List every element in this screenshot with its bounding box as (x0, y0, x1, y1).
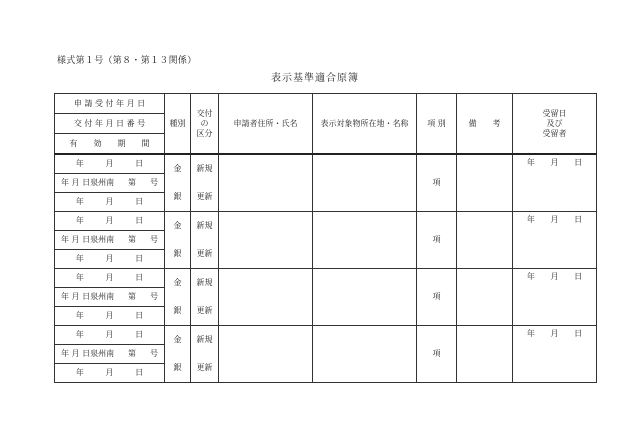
issue-date-number-cell[interactable] (55, 174, 165, 193)
remarks-cell[interactable] (457, 154, 513, 212)
header-type: 種別 (165, 94, 191, 155)
item-cell[interactable] (417, 212, 457, 269)
header-receipt (513, 94, 597, 155)
type-cell[interactable] (165, 326, 191, 383)
applicant-cell[interactable] (219, 269, 313, 326)
new-label: 新規 (196, 164, 213, 173)
validity-period-cell[interactable] (55, 307, 165, 326)
ledger-entry (55, 269, 597, 288)
header-issue-kind-line3: 区分 (196, 128, 213, 138)
type-silver-label: 銀 (173, 306, 182, 315)
validity-period-cell[interactable] (55, 193, 165, 212)
issue-suffix-label: 号 (150, 178, 158, 187)
remarks-cell[interactable] (457, 326, 513, 383)
form-number: 様式第１号（第８・第１３関係） (57, 56, 197, 66)
issue-prefix-label: 年 月 日泉州南 (61, 292, 115, 301)
new-label: 新規 (196, 221, 213, 230)
day-label: 日 (135, 368, 144, 377)
target-location-cell[interactable] (313, 269, 417, 326)
issue-prefix-label: 年 月 日泉州南 (61, 349, 115, 358)
day-label: 日 (135, 216, 144, 225)
item-cell[interactable] (417, 154, 457, 212)
validity-period-cell[interactable] (55, 250, 165, 269)
target-location-cell[interactable] (313, 326, 417, 383)
year-label: 年 (75, 311, 84, 320)
type-gold-label: 金 (173, 164, 182, 173)
year-label: 年 (75, 216, 84, 225)
renew-label: 更新 (196, 192, 213, 201)
applicant-cell[interactable] (219, 212, 313, 269)
ledger-entry (55, 154, 597, 174)
item-cell[interactable] (417, 326, 457, 383)
ledger-body (55, 154, 597, 383)
header-issue-kind-line1: 交付 (196, 108, 213, 118)
day-label: 日 (135, 311, 144, 320)
month-label: 月 (550, 215, 559, 224)
type-silver-label: 銀 (173, 249, 182, 258)
day-label: 日 (574, 272, 583, 281)
month-label: 月 (105, 254, 114, 263)
day-label: 日 (574, 158, 583, 167)
type-cell[interactable] (165, 269, 191, 326)
renew-label: 更新 (196, 306, 213, 315)
header-application-date: 申 請 受 付 年 月 日 (55, 94, 165, 114)
issue-kind-cell[interactable] (191, 154, 219, 212)
ledger-title: 表示基準適合原簿 (271, 73, 359, 84)
year-label: 年 (526, 272, 535, 281)
issue-kind-cell[interactable] (191, 269, 219, 326)
header-receipt-line2: 及び (546, 118, 563, 128)
day-label: 日 (574, 329, 583, 338)
item-unit-label: 項 (432, 292, 441, 301)
new-label: 新規 (196, 335, 213, 344)
header-issue-date-number: 交 付 年 月 日 番 号 (55, 114, 165, 134)
header-target-location: 表示対象物所在地・名称 (313, 94, 417, 155)
header-issue-kind-line2: の (200, 118, 209, 128)
issue-no-label: 第 (128, 235, 137, 244)
applicant-cell[interactable] (219, 326, 313, 383)
month-label: 月 (105, 330, 114, 339)
type-gold-label: 金 (173, 335, 182, 344)
issue-date-number-cell[interactable] (55, 288, 165, 307)
type-cell[interactable] (165, 154, 191, 212)
receipt-cell[interactable] (513, 154, 597, 212)
type-gold-label: 金 (173, 221, 182, 230)
type-cell[interactable] (165, 212, 191, 269)
month-label: 月 (105, 368, 114, 377)
header-receipt-line3: 受留者 (542, 128, 567, 138)
target-location-cell[interactable] (313, 212, 417, 269)
type-silver-label: 銀 (173, 363, 182, 372)
remarks-cell[interactable] (457, 269, 513, 326)
year-label: 年 (75, 330, 84, 339)
month-label: 月 (105, 311, 114, 320)
issue-no-label: 第 (128, 178, 137, 187)
header-applicant: 申請者住所・氏名 (219, 94, 313, 155)
year-label: 年 (75, 273, 84, 282)
year-label: 年 (526, 329, 535, 338)
month-label: 月 (105, 197, 114, 206)
remarks-cell[interactable] (457, 212, 513, 269)
issue-no-label: 第 (128, 292, 137, 301)
day-label: 日 (574, 215, 583, 224)
header-item: 項 別 (417, 94, 457, 155)
application-date-cell[interactable] (55, 269, 165, 288)
header-remarks: 備 考 (457, 94, 513, 155)
ledger-table (54, 93, 597, 383)
header-issue-kind (191, 94, 219, 155)
month-label: 月 (105, 273, 114, 282)
receipt-cell[interactable] (513, 326, 597, 383)
issue-kind-cell[interactable] (191, 212, 219, 269)
issue-no-label: 第 (128, 349, 137, 358)
day-label: 日 (135, 254, 144, 263)
day-label: 日 (135, 159, 144, 168)
validity-period-cell[interactable] (55, 364, 165, 383)
new-label: 新規 (196, 278, 213, 287)
year-label: 年 (75, 368, 84, 377)
day-label: 日 (135, 330, 144, 339)
month-label: 月 (105, 216, 114, 225)
target-location-cell[interactable] (313, 154, 417, 212)
month-label: 月 (105, 159, 114, 168)
item-unit-label: 項 (432, 349, 441, 358)
year-label: 年 (526, 158, 535, 167)
renew-label: 更新 (196, 363, 213, 372)
applicant-cell[interactable] (219, 154, 313, 212)
issue-prefix-label: 年 月 日泉州南 (61, 178, 115, 187)
issue-date-number-cell[interactable] (55, 231, 165, 250)
application-date-cell[interactable] (55, 212, 165, 231)
application-date-cell[interactable] (55, 154, 165, 174)
item-unit-label: 項 (432, 235, 441, 244)
ledger-entry (55, 212, 597, 231)
item-cell[interactable] (417, 269, 457, 326)
ledger-entry (55, 326, 597, 345)
issue-date-number-cell[interactable] (55, 345, 165, 364)
issue-suffix-label: 号 (150, 349, 158, 358)
issue-kind-cell[interactable] (191, 326, 219, 383)
day-label: 日 (135, 197, 144, 206)
year-label: 年 (75, 159, 84, 168)
receipt-cell[interactable] (513, 212, 597, 269)
year-label: 年 (526, 215, 535, 224)
month-label: 月 (550, 158, 559, 167)
header-validity-period: 有 効 期 間 (55, 134, 165, 155)
renew-label: 更新 (196, 249, 213, 258)
day-label: 日 (135, 273, 144, 282)
type-silver-label: 銀 (173, 192, 182, 201)
year-label: 年 (75, 254, 84, 263)
issue-suffix-label: 号 (150, 292, 158, 301)
year-label: 年 (75, 197, 84, 206)
application-date-cell[interactable] (55, 326, 165, 345)
month-label: 月 (550, 329, 559, 338)
type-gold-label: 金 (173, 278, 182, 287)
month-label: 月 (550, 272, 559, 281)
item-unit-label: 項 (432, 178, 441, 187)
issue-suffix-label: 号 (150, 235, 158, 244)
receipt-cell[interactable] (513, 269, 597, 326)
header-receipt-line1: 受留日 (542, 108, 567, 118)
issue-prefix-label: 年 月 日泉州南 (61, 235, 115, 244)
